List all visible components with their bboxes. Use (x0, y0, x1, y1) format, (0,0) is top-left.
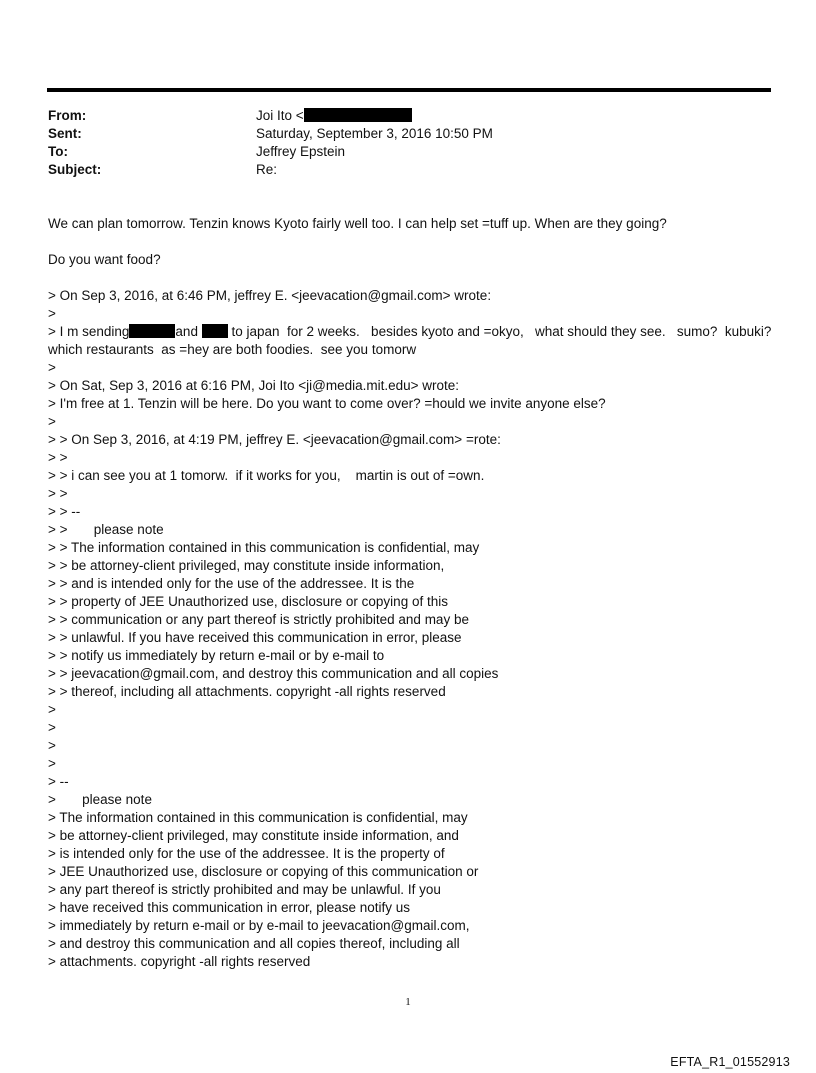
quoted-text: > I m sending (48, 324, 130, 339)
to-label: To: (48, 144, 68, 159)
quoted-line: > (48, 738, 56, 753)
quoted-line: > > property of JEE Unauthorized use, disclosure or copying of this (48, 594, 448, 609)
quoted-line: > be attorney-client privileged, may constitute inside information, and (48, 828, 459, 843)
quoted-line: > > jeevacation@gmail.com, and destroy this communication and all copies (48, 666, 499, 681)
redaction-box (129, 324, 175, 338)
sent-value: Saturday, September 3, 2016 10:50 PM (256, 126, 493, 141)
header-rule (47, 88, 771, 92)
quoted-line: > On Sat, Sep 3, 2016 at 6:16 PM, Joi Ito <ji@media.mit.edu> wrote: (48, 378, 460, 393)
quoted-line: > > i can see you at 1 tomorw. if it works for you, martin is out of =own. (48, 468, 485, 483)
document-id: EFTA_R1_01552913 (670, 1055, 790, 1069)
quoted-line: > please note (48, 792, 152, 807)
quoted-line: > (48, 306, 56, 321)
quoted-line: > (48, 414, 56, 429)
quoted-line: > > (48, 450, 68, 465)
email-body (48, 215, 788, 971)
quoted-line: > (48, 756, 56, 771)
quoted-line: > > be attorney-client privileged, may constitute inside information, (48, 558, 445, 573)
quoted-line: > > -- (48, 504, 81, 519)
quoted-line: > > thereof, including all attachments. copyright -all rights reserved (48, 684, 446, 699)
quoted-line: > any part thereof is strictly prohibited and may be unlawful. If you (48, 882, 441, 897)
quoted-line: > (48, 720, 56, 735)
from-name: Joi Ito < (256, 108, 304, 123)
quoted-line: > > The information contained in this communication is confidential, may (48, 540, 480, 555)
quoted-line: > > communication or any part thereof is strictly prohibited and may be (48, 612, 469, 627)
quoted-line: > immediately by return e-mail or by e-mail to jeevacation@gmail.com, (48, 918, 470, 933)
body-paragraph: We can plan tomorrow. Tenzin knows Kyoto fairly well too. I can help set =tuff up. When are they going? (48, 216, 667, 231)
quoted-line: > > notify us immediately by return e-mail or by e-mail to (48, 648, 385, 663)
from-value (256, 107, 412, 125)
sent-label: Sent: (48, 126, 82, 141)
quoted-line: > have received this communication in error, please notify us (48, 900, 411, 915)
body-paragraph: Do you want food? (48, 252, 161, 267)
quoted-line: > attachments. copyright -all rights reserved (48, 954, 311, 969)
from-label: From: (48, 108, 87, 123)
quoted-line: which restaurants as =hey are both foodies. see you tomorw (48, 342, 417, 357)
quoted-line: > > unlawful. If you have received this communication in error, please (48, 630, 462, 645)
quoted-line (48, 323, 788, 341)
quoted-line: > (48, 702, 56, 717)
quoted-line: > (48, 360, 56, 375)
page-number: 1 (405, 996, 411, 1008)
quoted-line: > -- (48, 774, 69, 789)
quoted-line: > > (48, 486, 68, 501)
quoted-line: > > and is intended only for the use of the addressee. It is the (48, 576, 415, 591)
quoted-line: > JEE Unauthorized use, disclosure or copying of this communication or (48, 864, 479, 879)
quoted-line: > is intended only for the use of the addressee. It is the property of (48, 846, 445, 861)
quoted-line: > and destroy this communication and all copies thereof, including all (48, 936, 460, 951)
quoted-line: > On Sep 3, 2016, at 6:46 PM, jeffrey E. <jeevacation@gmail.com> wrote: (48, 288, 492, 303)
quoted-line: > > On Sep 3, 2016, at 4:19 PM, jeffrey E. <jeevacation@gmail.com> =rote: (48, 432, 501, 447)
redaction-box (304, 108, 412, 122)
quoted-text: to japan for 2 weeks. besides kyoto and =okyo, what should they see. sumo? kubuki? (231, 324, 772, 339)
subject-value: Re: (256, 162, 278, 177)
quoted-line: > The information contained in this communication is confidential, may (48, 810, 468, 825)
to-value: Jeffrey Epstein (256, 144, 346, 159)
quoted-text: and (175, 324, 198, 339)
quoted-line: > I'm free at 1. Tenzin will be here. Do you want to come over? =hould we invite anyone else? (48, 396, 606, 411)
subject-label: Subject: (48, 162, 102, 177)
quoted-line: > > please note (48, 522, 164, 537)
redaction-box (202, 324, 228, 338)
